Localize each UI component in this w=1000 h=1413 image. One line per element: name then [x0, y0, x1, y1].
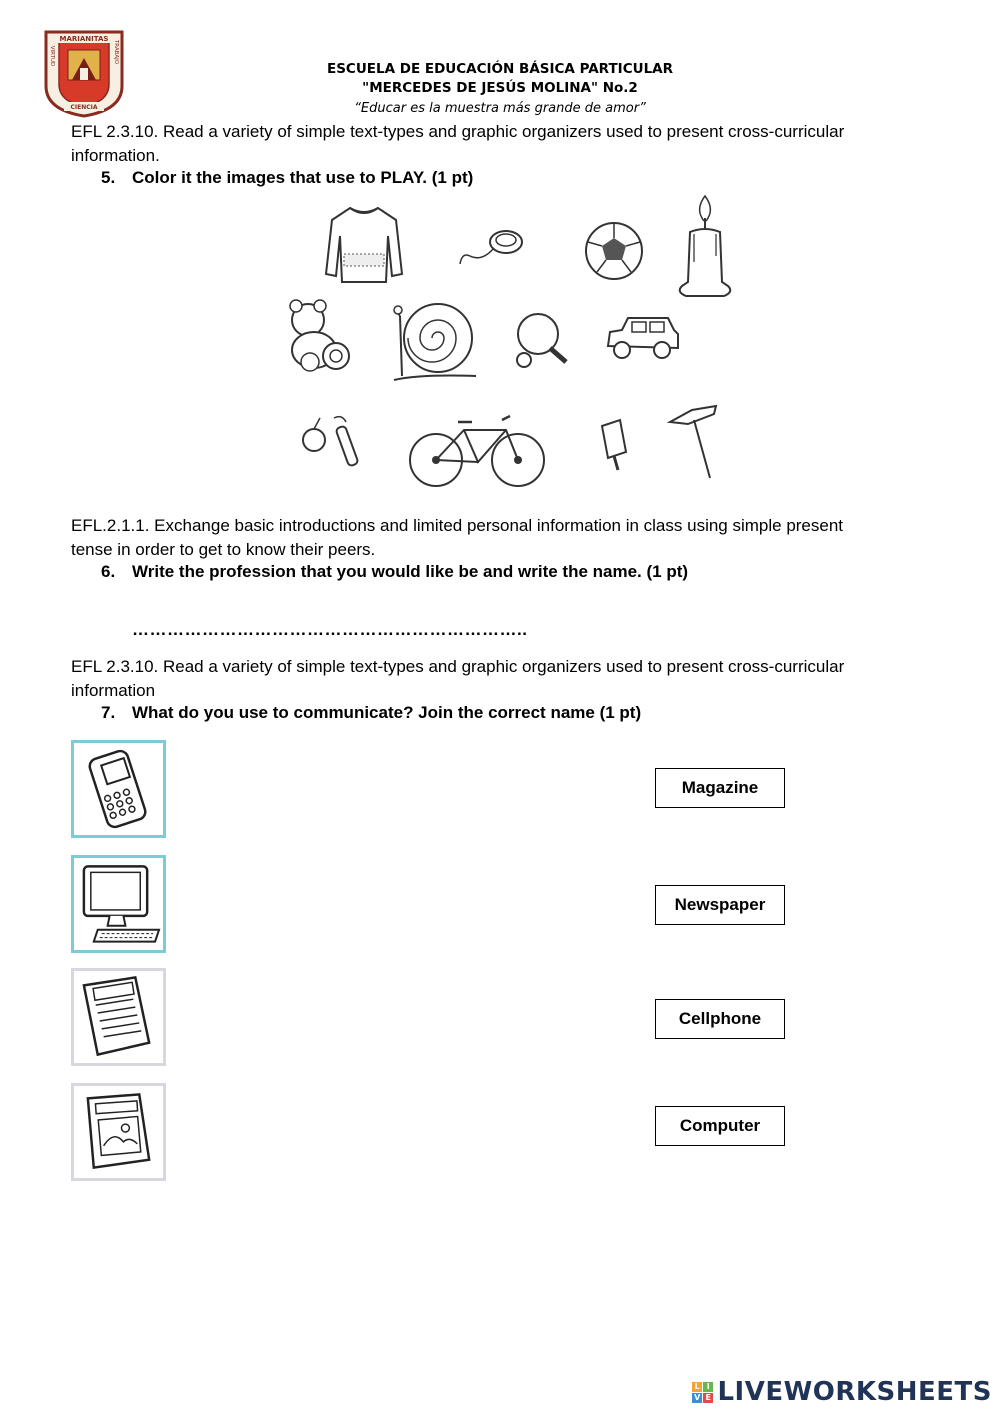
question-text: Write the profession that you would like be and write the name. (1 pt) — [132, 562, 689, 581]
question-7 — [101, 703, 641, 723]
toy-car-icon[interactable] — [602, 312, 682, 364]
yoyo-icon[interactable] — [458, 228, 528, 270]
question-text: Color it the images that use to PLAY. (1 pt) — [132, 168, 474, 187]
standard-text-5: EFL 2.3.10. Read a variety of simple text-types and graphic organizers used to present cross-curricular information. — [71, 122, 845, 165]
picture-computer[interactable] — [71, 855, 166, 953]
logo-letter: V — [694, 1392, 701, 1402]
standard-text-7: EFL 2.3.10. Read a variety of simple text-types and graphic organizers used to present cross-curricular information — [71, 657, 845, 700]
question-number: 7. — [101, 703, 116, 722]
picture-cellphone[interactable] — [71, 740, 166, 838]
question-number: 5. — [101, 168, 116, 187]
cellphone-icon — [74, 743, 163, 835]
sweater-icon[interactable] — [322, 202, 406, 288]
question-text: What do you use to communicate? Join the correct name (1 pt) — [132, 703, 642, 722]
answer-line[interactable]: ………………………………………………………….. — [132, 620, 528, 639]
school-name-line1: ESCUELA DE EDUCACIÓN BÁSICA PARTICULAR — [326, 61, 674, 77]
name-box-cellphone[interactable]: Cellphone — [655, 999, 785, 1039]
logo-right-text: TRABAJO — [113, 39, 119, 65]
name-box-magazine[interactable]: Magazine — [655, 768, 785, 808]
school-name-line2: "MERCEDES DE JESÚS MOLINA" No.2 — [362, 80, 638, 96]
logo-left-text: VIRTUD — [49, 45, 55, 67]
jump-rope-icon[interactable] — [290, 410, 366, 474]
logo-letter: I — [703, 1382, 713, 1392]
pinwheel-icon[interactable] — [664, 400, 724, 480]
logo-top-text: MARIANITAS — [59, 35, 109, 43]
name-box-newspaper[interactable]: Newspaper — [655, 885, 785, 925]
soccer-ball-icon[interactable] — [583, 220, 645, 282]
computer-icon — [74, 858, 163, 950]
ping-pong-paddle-icon[interactable] — [510, 310, 572, 372]
snail-icon[interactable] — [390, 296, 480, 386]
school-motto: “Educar es la muestra más grande de amor” — [354, 101, 646, 116]
candle-icon[interactable] — [674, 192, 736, 304]
logo-bottom-text: CIENCIA — [70, 104, 98, 111]
picture-newspaper[interactable] — [71, 968, 166, 1066]
question-5 — [101, 168, 473, 188]
liveworksheets-logo-icon — [692, 1382, 713, 1403]
question-6 — [101, 562, 688, 582]
magazine-icon — [74, 1086, 163, 1178]
newspaper-icon — [74, 971, 163, 1063]
logo-letter: E — [703, 1393, 713, 1403]
question-number: 6. — [101, 562, 116, 581]
watermark-text: LIVEWORKSHEETS — [717, 1377, 992, 1407]
picture-magazine[interactable] — [71, 1083, 166, 1181]
logo-letter: L — [692, 1382, 702, 1392]
teddy-bear-icon[interactable] — [280, 298, 356, 374]
bicycle-icon[interactable] — [406, 410, 548, 490]
toys-picture-area — [280, 192, 740, 492]
standard-text-6: EFL.2.1.1. Exchange basic introductions and limited personal information in class using simple present tense in order to get to know their peers. — [71, 516, 844, 559]
name-box-computer[interactable]: Computer — [655, 1106, 785, 1146]
liveworksheets-watermark — [692, 1377, 992, 1407]
ice-pop-icon[interactable] — [596, 416, 630, 474]
